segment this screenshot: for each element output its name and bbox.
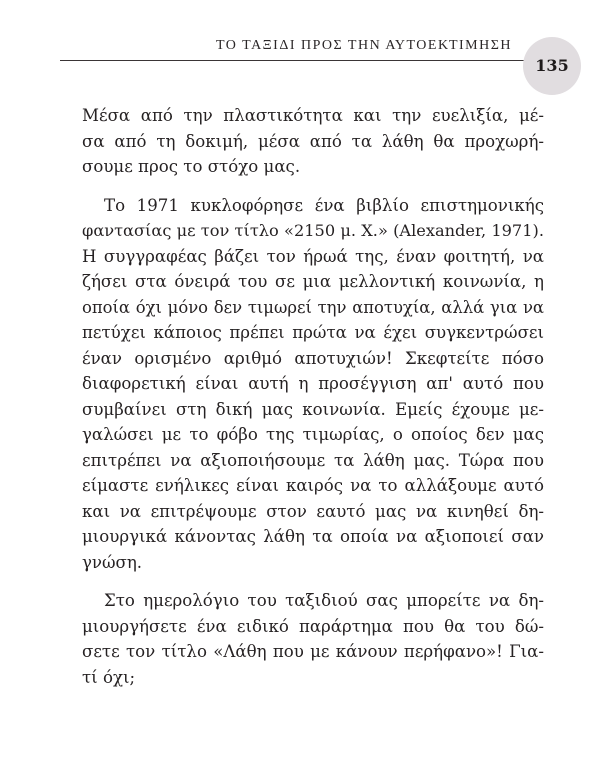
- text-line: διαφορετική είναι αυτή η προσέγγιση απ' αυτό που: [82, 374, 544, 393]
- text-line: επιτρέπει να αξιοποιήσουμε τα λάθη μας. Τώρα που: [82, 450, 544, 470]
- text-line: έναν ορισμένο αριθμό αποτυχιών! Σκεφτείτε πόσο: [82, 348, 544, 368]
- text-line: σουμε προς το στόχο μας.: [82, 157, 301, 176]
- text-line: τί όχι;: [82, 667, 136, 687]
- text-line: συμβαίνει στη δική μας κοινωνία. Εμείς έχουμε με-: [82, 399, 544, 419]
- paragraph-gap: [82, 180, 544, 193]
- running-title: ΤΟ ΤΑΞΙΔΙ ΠΡΟΣ ΤΗΝ ΑΥΤΟΕΚΤΙΜΗΣΗ: [215, 38, 512, 53]
- running-header: [60, 38, 530, 62]
- page-number: 135: [535, 56, 569, 75]
- text-line: μιουργικά κάνοντας λάθη τα οποία να αξιοποιεί σαν: [82, 527, 544, 546]
- text-line: γνώση.: [82, 552, 143, 572]
- text-line: γαλώσει με το φόβο της τιμωρίας, ο οποίος δεν μας: [82, 425, 544, 444]
- text-line: Το 1971 κυκλοφόρησε ένα βιβλίο επιστημονικής: [104, 195, 544, 215]
- body-text: [82, 103, 544, 690]
- text-line: σα από τη δοκιμή, μέσα από τα λάθη θα προχωρή-: [82, 131, 544, 151]
- paragraph-gap: [82, 575, 544, 588]
- text-line: και να επιτρέψουμε στον εαυτό μας να κινηθεί δη-: [82, 501, 544, 521]
- text-line: Μέσα από την πλαστικότητα και την ευελιξία, μέ-: [82, 106, 544, 125]
- text-line: είμαστε ενήλικες είναι καιρός να το αλλάξουμε αυτό: [82, 476, 544, 495]
- text-line: Στο ημερολόγιο του ταξιδιού σας μπορείτε να δη-: [104, 591, 544, 610]
- page-number-badge: [523, 37, 581, 95]
- text-line: φαντασίας με τον τίτλο «2150 μ. Χ.» (Alexander, 1971).: [82, 221, 544, 240]
- text-line: ζήσει στα όνειρά του σε μια μελλοντική κοινωνία, η: [82, 272, 544, 291]
- text-line: Η συγγραφέας βάζει τον ήρωά της, έναν φοιτητή, να: [82, 246, 544, 266]
- text-line: πετύχει κάποιος πρέπει πρώτα να έχει συγκεντρώσει: [82, 323, 544, 342]
- header-rule: [60, 60, 530, 61]
- text-line: οποία όχι μόνο δεν τιμωρεί την αποτυχία, αλλά για να: [82, 297, 544, 317]
- text-line: σετε τον τίτλο «Λάθη που με κάνουν περήφανο»! Για-: [82, 642, 544, 661]
- text-line: μιουργήσετε ένα ειδικό παράρτημα που θα του δώ-: [82, 616, 544, 636]
